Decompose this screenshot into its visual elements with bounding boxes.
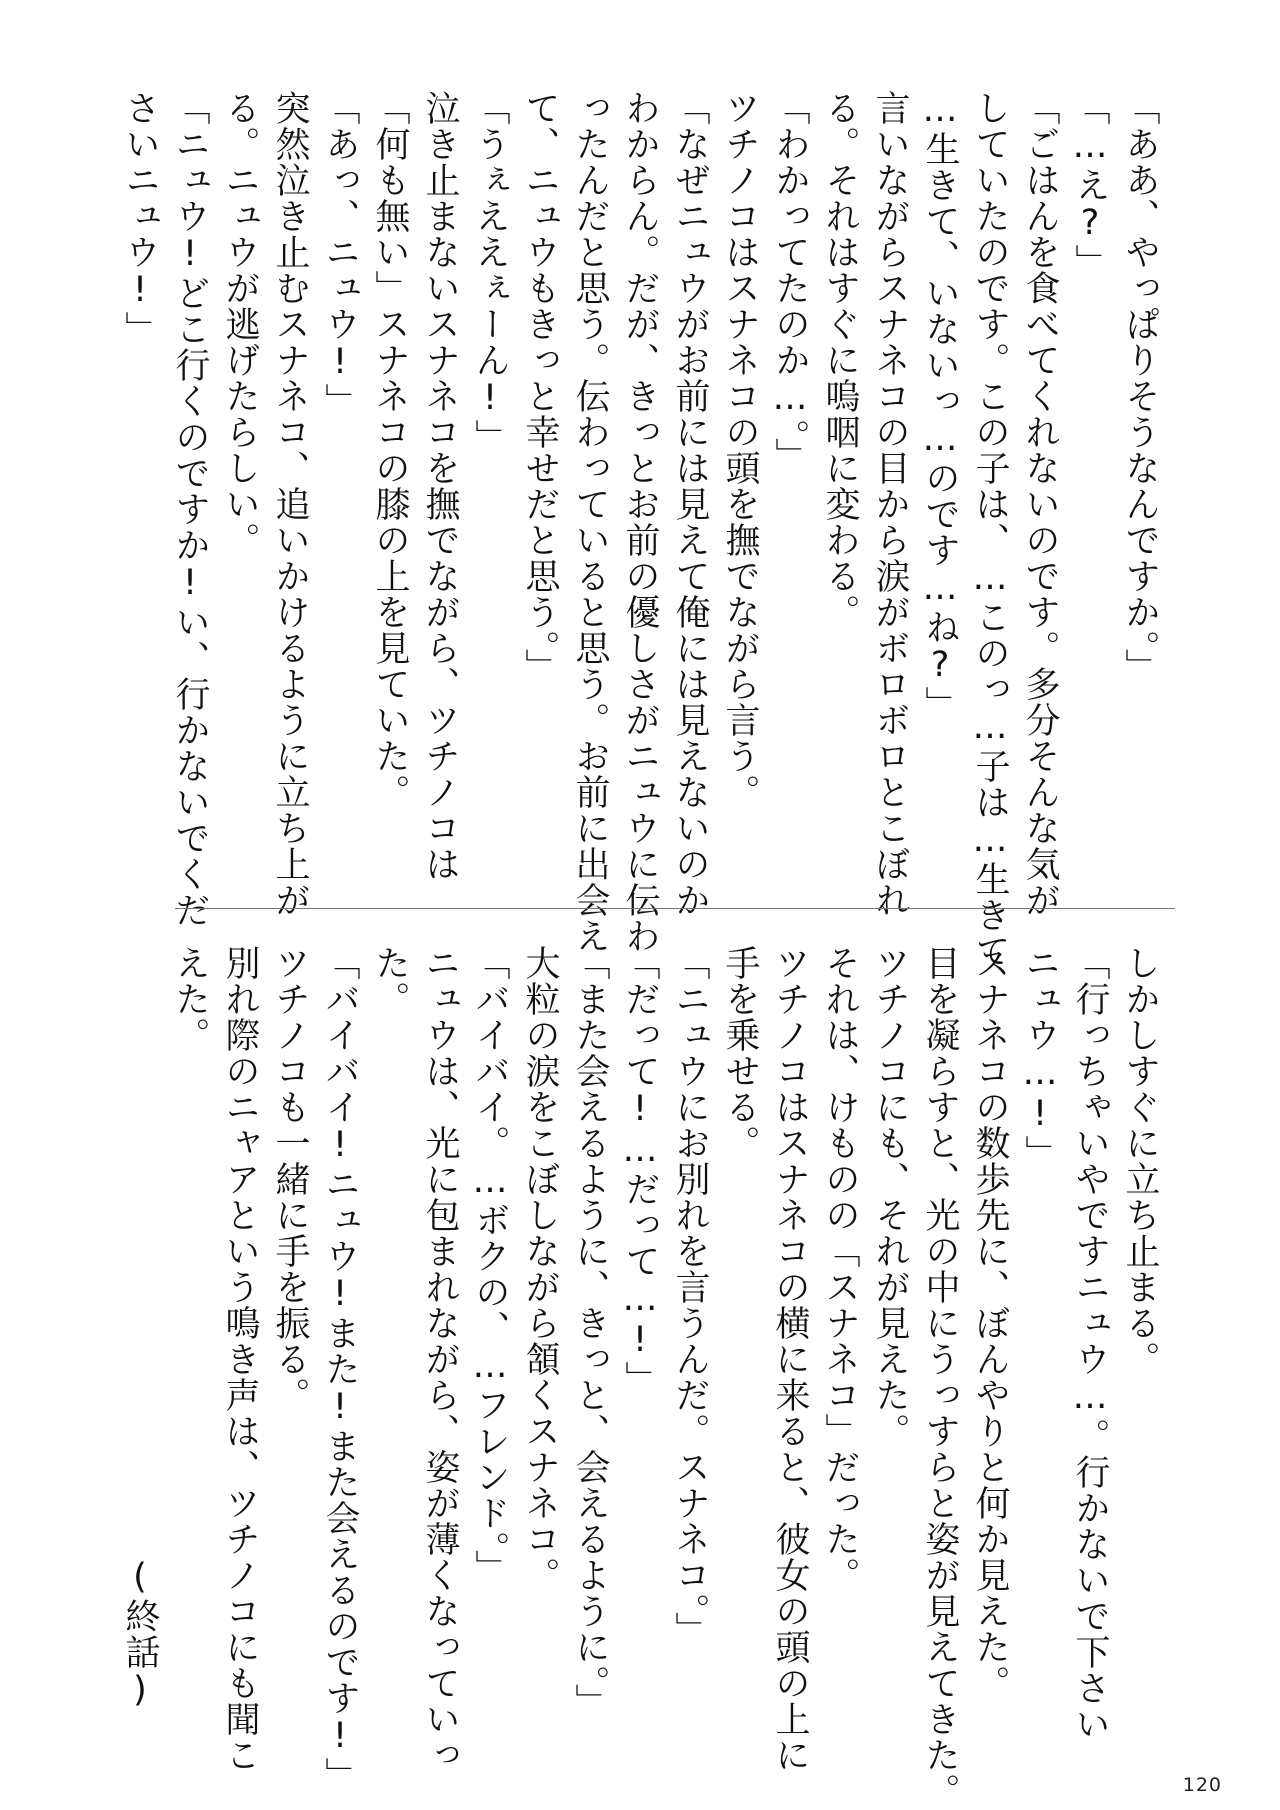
text-line: 「あっ、ニュウ!」 (320, 90, 360, 419)
section-divider (175, 908, 1175, 909)
text-line: 別れ際のニャアという鳴き声は、ツチノコにも聞こ (220, 945, 260, 1773)
text-line: 突然泣き止むスナネコ、追いかけるように立ち上が (270, 90, 310, 918)
text-line: ツチノコはスナネコの横に来ると、彼女の頭の上に (770, 945, 810, 1773)
text-line: 「バイバイ!ニュウ!また!また会えるのです!」 (320, 945, 360, 1793)
text-line: 「何も無い」スナネコの膝の上を見ていた。 (370, 90, 410, 810)
text-line: 手を乗せる。 (720, 945, 760, 1161)
top-text-block (115, 90, 1165, 969)
bottom-text-block (115, 945, 1165, 1809)
text-line: ツチノコはスナネコの頭を撫でながら言う。 (720, 90, 760, 810)
text-line: ツチノコも一緒に手を振る。 (270, 945, 310, 1413)
text-line: 泣き止まないスナネコを撫でながら、ツチノコは (420, 90, 460, 882)
text-line: 「ああ、やっぱりそうなんですか。」 (1120, 90, 1160, 685)
text-line: ったんだと思う。伝わっていると思う。お前に出会え (570, 90, 610, 954)
text-line: 大粒の涙をこぼしながら頷くスナネコ。 (520, 945, 560, 1593)
text-line: 「また会えるように、きっと、会えるように。」 (570, 945, 610, 1720)
text-line: 「…え?」 (1070, 90, 1110, 280)
text-line: 「ニュウ!どこ行くのですか!い、行かないでくだ (170, 90, 210, 928)
text-line: わからん。だが、きっとお前の優しさがニュウに伝わ (620, 90, 660, 954)
text-line: ニュウは、光に包まれながら、姿が薄くなっていっ (420, 945, 460, 1773)
text-line: 「うぇええぇーん!」 (470, 90, 510, 455)
text-line: …生きて、いないっ…のです…ね?」 (920, 90, 960, 722)
text-line: 「なぜニュウがお前には見えて俺には見えないのか (670, 90, 710, 918)
text-line: た。 (370, 945, 410, 1017)
end-mark: (終話) (120, 945, 160, 1711)
text-line: 言いながらスナネコの目から涙がボロボロとこぼれ (870, 90, 910, 918)
text-line: ニュウ…!」 (1020, 945, 1060, 1171)
text-line: 目を凝らすと、光の中にうっすらと姿が見えてきた。 (920, 945, 960, 1809)
text-line: しかしすぐに立ち止まる。 (1120, 945, 1160, 1377)
page-number: 120 (1182, 1774, 1222, 1796)
text-line: 「バイバイ。…ボクの、…フレンド。」 (470, 945, 510, 1586)
text-line: 「だって!…だって…!」 (620, 945, 660, 1397)
text-line: ツチノコにも、それが見えた。 (870, 945, 910, 1449)
text-line: 「ごはんを食べてくれないのです。多分そんな気が (1020, 90, 1060, 918)
text-line: 「わかってたのか…。」 (770, 90, 810, 474)
text-line: 「ニュウにお別れを言うんだ。スナネコ。」 (670, 945, 710, 1648)
text-line: スナネコの数歩先に、ぼんやりと何か見えた。 (970, 945, 1010, 1701)
text-line: る。それはすぐに嗚咽に変わる。 (820, 90, 860, 630)
text-line: て、ニュウもきっと幸せだと思う。」 (520, 90, 560, 685)
text-line: していたのです。この子は、…このっ…子は…生きて (970, 90, 1010, 969)
text-line: えた。 (170, 945, 210, 1053)
text-line: 「行っちゃいやですニュウ…。行かないで下さい (1070, 945, 1110, 1742)
text-line: それは、けものの「スナネコ」だった。 (820, 945, 860, 1593)
text-line: さいニュウ!」 (120, 90, 160, 347)
text-line: る。ニュウが逃げたらしい。 (220, 90, 260, 558)
